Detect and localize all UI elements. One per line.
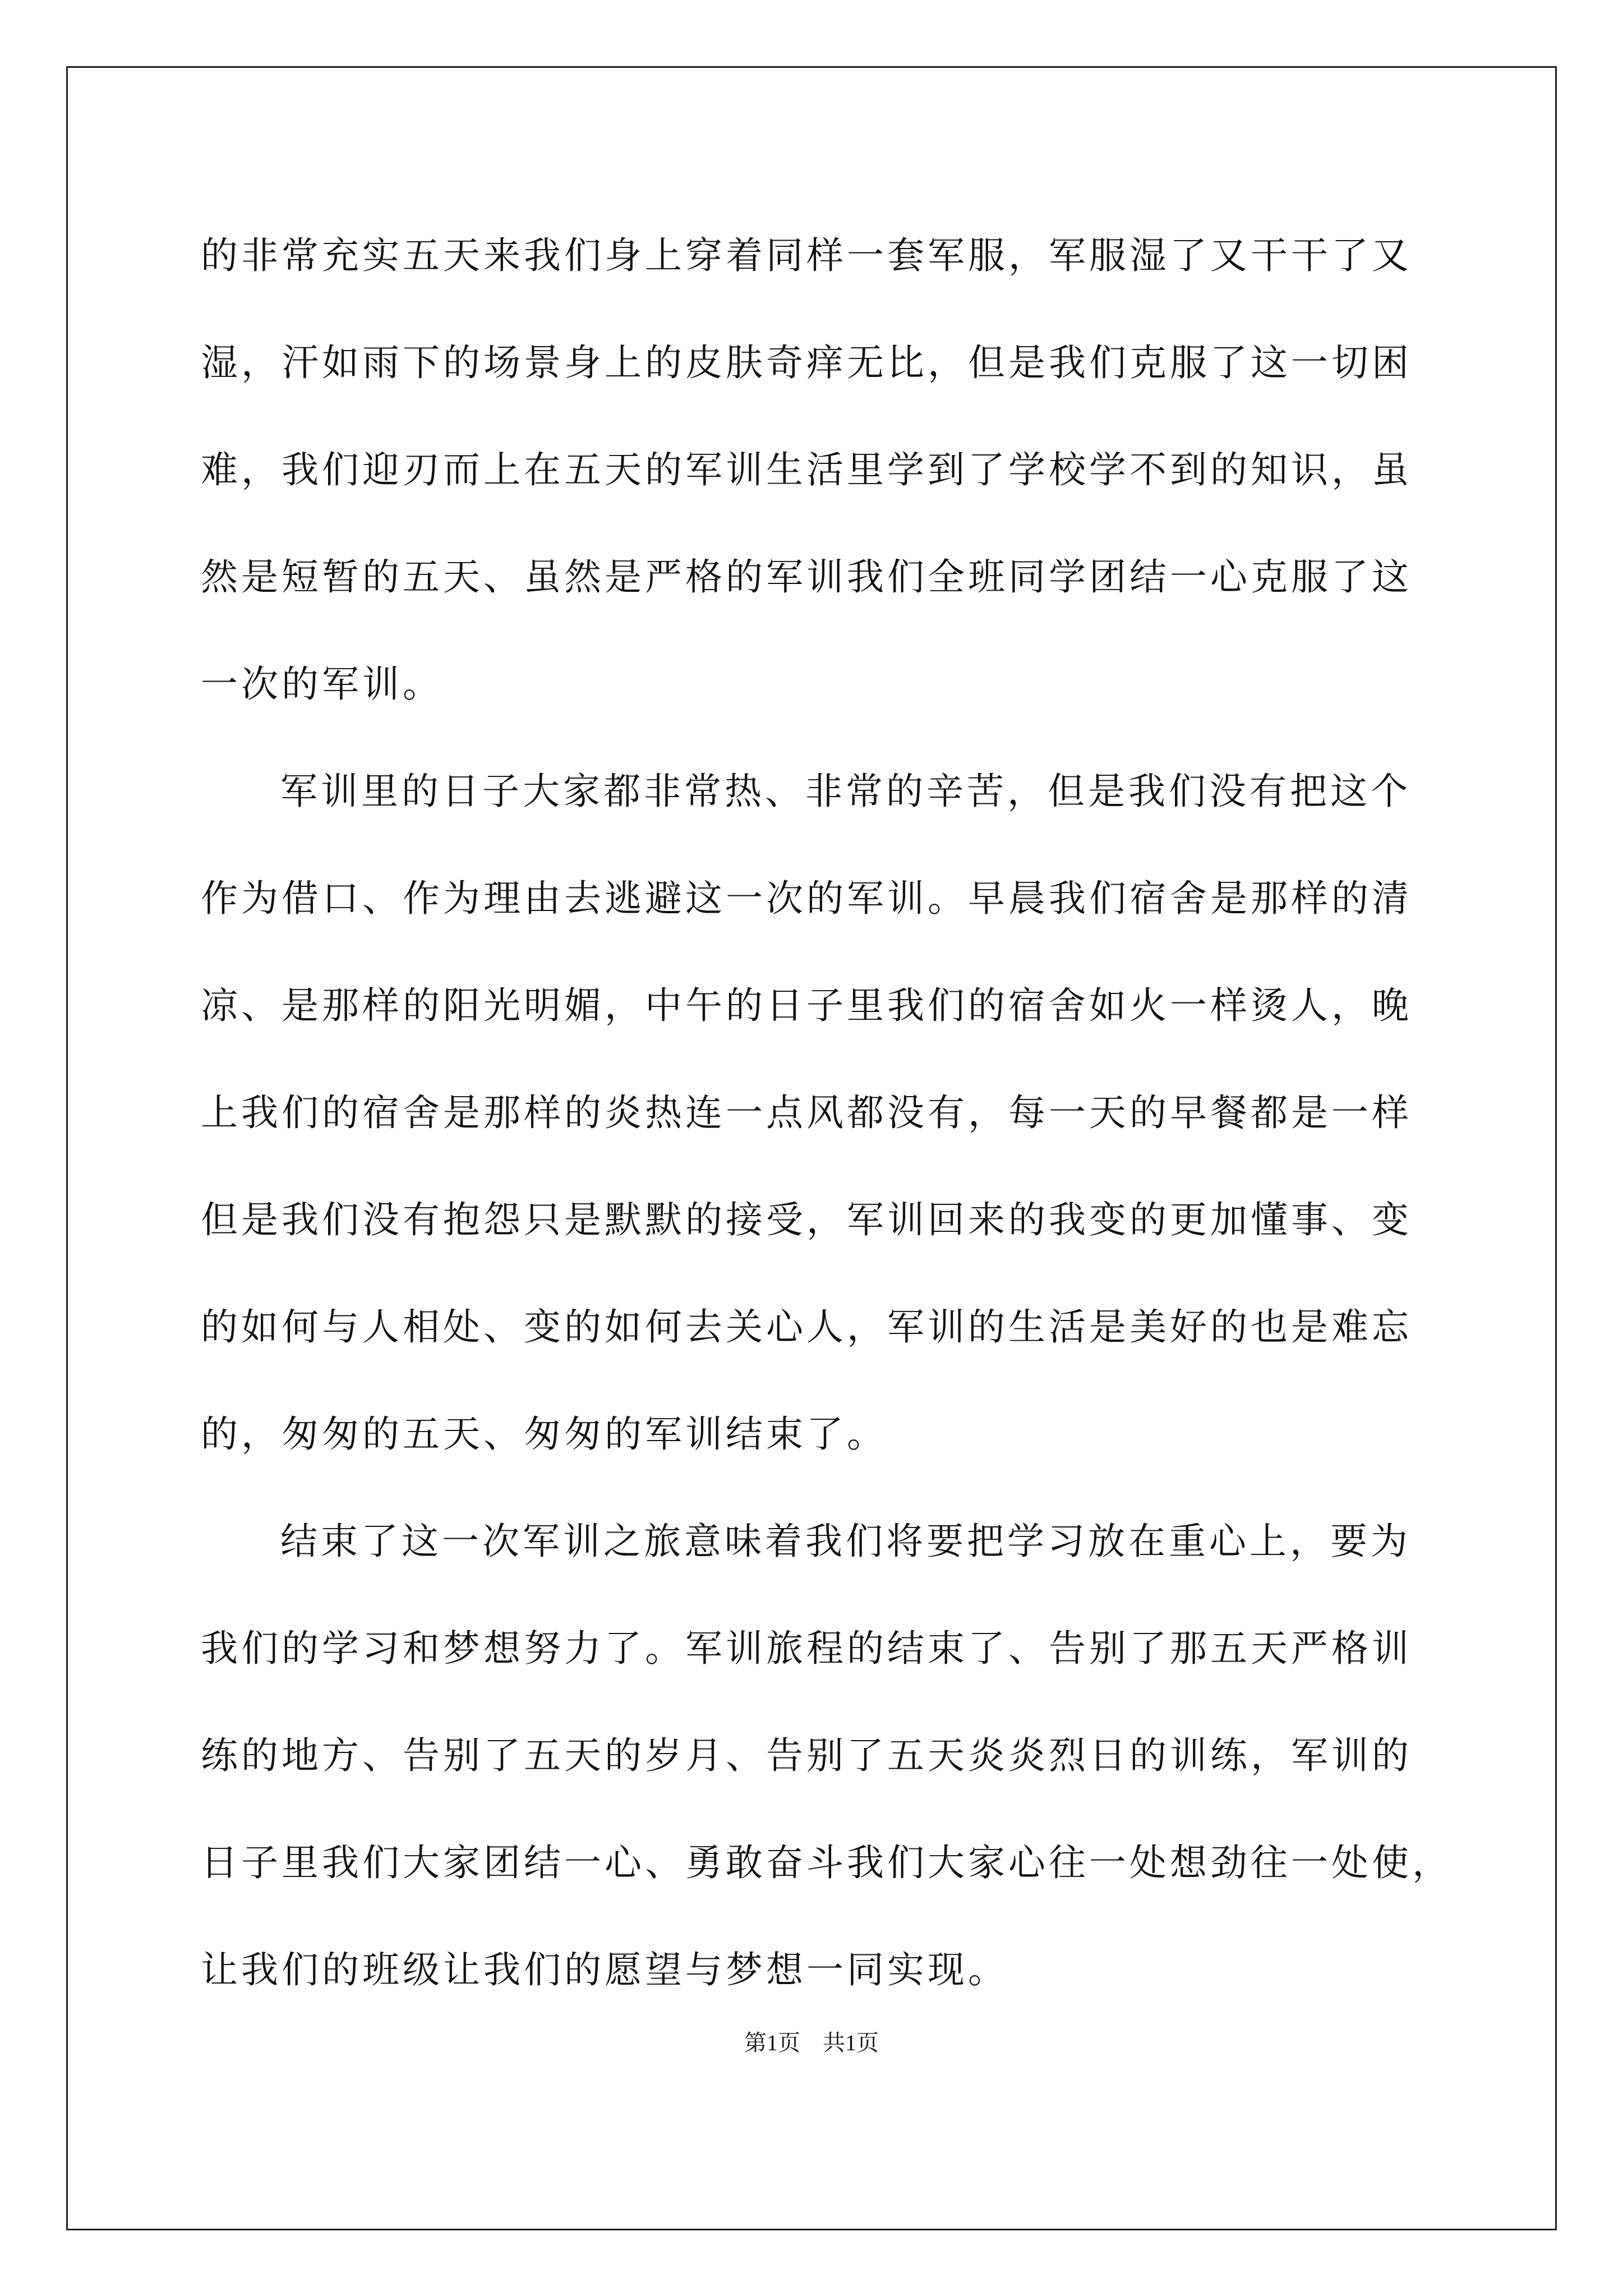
- text-line: 让我们的班级让我们的愿望与梦想一同实现。: [201, 1948, 1008, 1991]
- text-line: 作为借口、作为理由去逃避这一次的军训。早晨我们宿舍是那样的清: [201, 877, 1412, 920]
- text-line: 难，我们迎刃而上在五天的军训生活里学到了学校学不到的知识，虽: [201, 448, 1412, 491]
- text-line: 军训里的日子大家都非常热、非常的辛苦，但是我们没有把这个: [280, 770, 1411, 813]
- text-line: 凉、是那样的阳光明媚，中午的日子里我们的宿舍如火一样烫人，晚: [201, 984, 1412, 1027]
- text-line: 的，匆匆的五天、匆匆的军训结束了。: [201, 1412, 887, 1456]
- text-line: 结束了这一次军训之旅意味着我们将要把学习放在重心上，要为: [280, 1520, 1411, 1563]
- page-footer: [0, 2025, 1623, 2057]
- document-body: [201, 202, 1453, 2023]
- text-line: 我们的学习和梦想努力了。军训旅程的结束了、告别了那五天严格训: [201, 1627, 1412, 1670]
- paragraph-3: [201, 1488, 1453, 2023]
- page-number-current: 第1页: [744, 2030, 800, 2055]
- paragraph-2: [201, 738, 1435, 1488]
- paragraph-1: [201, 202, 1435, 738]
- text-line: 的如何与人相处、变的如何去关心人，军训的生活是美好的也是难忘: [201, 1305, 1412, 1349]
- text-line: 的非常充实五天来我们身上穿着同样一套军服，军服湿了又干干了又: [201, 234, 1412, 277]
- text-line: 一次的军训。: [201, 662, 443, 706]
- text-line: 但是我们没有抱怨只是默默的接受，军训回来的我变的更加懂事、变: [201, 1198, 1412, 1241]
- page-number-total: 共1页: [823, 2030, 879, 2055]
- text-line: 练的地方、告别了五天的岁月、告别了五天炎炎烈日的训练，军训的: [201, 1734, 1412, 1777]
- text-line: 日子里我们大家团结一心、勇敢奋斗我们大家心往一处想劲往一处使，: [201, 1841, 1453, 1884]
- text-line: 湿，汗如雨下的场景身上的皮肤奇痒无比，但是我们克服了这一切困: [201, 341, 1412, 384]
- text-line: 然是短暂的五天、虽然是严格的军训我们全班同学团结一心克服了这: [201, 555, 1412, 599]
- text-line: 上我们的宿舍是那样的炎热连一点风都没有，每一天的早餐都是一样: [201, 1091, 1412, 1134]
